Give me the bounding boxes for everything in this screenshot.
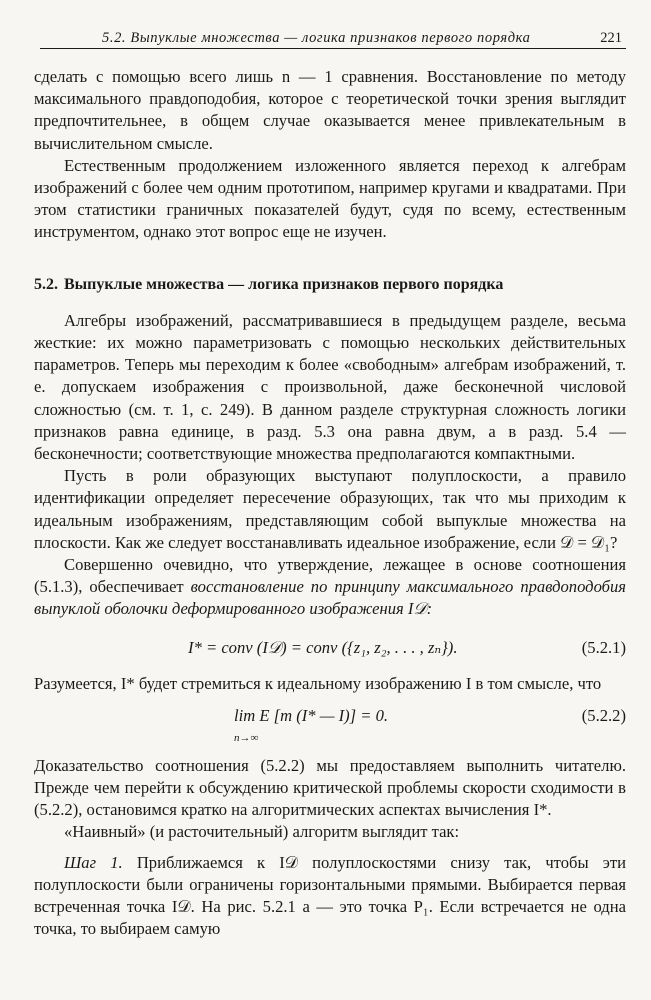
- algorithm-step: [34, 852, 626, 941]
- section-heading: [34, 274, 626, 296]
- equation-expression: I* = conv (I𝒟) = conv ({z₁, z₂, . . . , zₙ}).: [188, 637, 458, 657]
- spacer: [34, 844, 626, 852]
- equation-5-2-2: [34, 699, 626, 747]
- step-text: Приближаемся к I𝒟 полуплоскостями снизу так, чтобы эти полуплоскости были ограничены горизонтальными прямыми. Выбирается первая встреченная точка I𝒟. На рис. 5.2.1 a — это точка P₁. Если встречается не одна точка, то выбираем самую: [34, 852, 626, 939]
- paragraph: «Наивный» (и расточительный) алгоритм выглядит так:: [64, 822, 460, 842]
- page-number: 221: [600, 30, 622, 46]
- equation-expression: lim E [m (I* — I)] = 0.: [234, 705, 389, 725]
- equation-number: (5.2.1): [581, 637, 626, 657]
- running-title: 5.2. Выпуклые множества — логика признаков первого порядка: [102, 30, 531, 46]
- equation-number: (5.2.2): [581, 705, 626, 725]
- paragraph: Пусть в роли образующих выступают полуплоскости, а правило идентификации определяет пересечение образующих, так что мы приходим к идеальным изображениям, представляющим собой выпуклые множества на плоскости. Как же следует восстанавливать идеальное изображение, если 𝒟 = 𝒟₁?: [34, 466, 626, 552]
- paragraph-emphasis: восстановление по принципу максимального правдоподобия выпуклой оболочки деформированного изображения I𝒟:: [34, 577, 626, 619]
- equation-5-2-1: [34, 629, 626, 667]
- header-rule: [40, 48, 626, 49]
- section-number: 5.2.: [34, 275, 58, 293]
- running-header: [40, 26, 626, 52]
- paragraph: Естественным продолжением изложенного является переход к алгебрам изображений с более чем одним прототипом, например кругами и квадратами. При этом статистики граничных показателей будут, судя по всему, естественным инструментом, однако этот вопрос еще не изучен.: [34, 155, 626, 242]
- paragraph-lead: Совершенно очевидно, что утверждение, лежащее в основе соотношения (5.1.3), обеспечивает: [34, 555, 626, 597]
- paragraph: Алгебры изображений, рассматривавшиеся в предыдущем разделе, весьма жесткие: их можно параметризовать с помощью нескольких действительных параметров. Теперь мы переходим к более «свободным» алгебрам изображений, т. е. допускаем изображения с произвольной, даже бесконечной числовой сложностью (см. т. 1, с. 249). В данном разделе структурная сложность логики признаков равна единице, в разд. 5.3 она равна двум, а в разд. 5.4 — бесконечности; соответствующие множества предполагаются компактными.: [34, 310, 626, 464]
- equation-subscript: n→∞: [234, 731, 259, 744]
- paragraph: Доказательство соотношения (5.2.2) мы предоставляем выполнить читателю. Прежде чем перейти к обсуждению критической проблемы скорости сходимости в (5.2.2), остановимся кратко на алгоритмических аспектах вычисления I*.: [34, 755, 626, 820]
- section-title: Выпуклые множества — логика признаков первого порядка: [64, 275, 504, 293]
- page-body: [34, 66, 626, 941]
- paragraph: Разумеется, I* будет стремиться к идеальному изображению I в том смысле, что: [34, 673, 602, 693]
- paragraph: [34, 554, 626, 621]
- step-label: Шаг 1.: [64, 852, 123, 872]
- paragraph: сделать с помощью всего лишь n — 1 сравнения. Восстановление по методу максимального правдоподобия, которое с теоретической точки зрения выглядит предпочтительнее, в общем случае оказывается менее привлекательным в вычислительном смысле.: [34, 67, 626, 153]
